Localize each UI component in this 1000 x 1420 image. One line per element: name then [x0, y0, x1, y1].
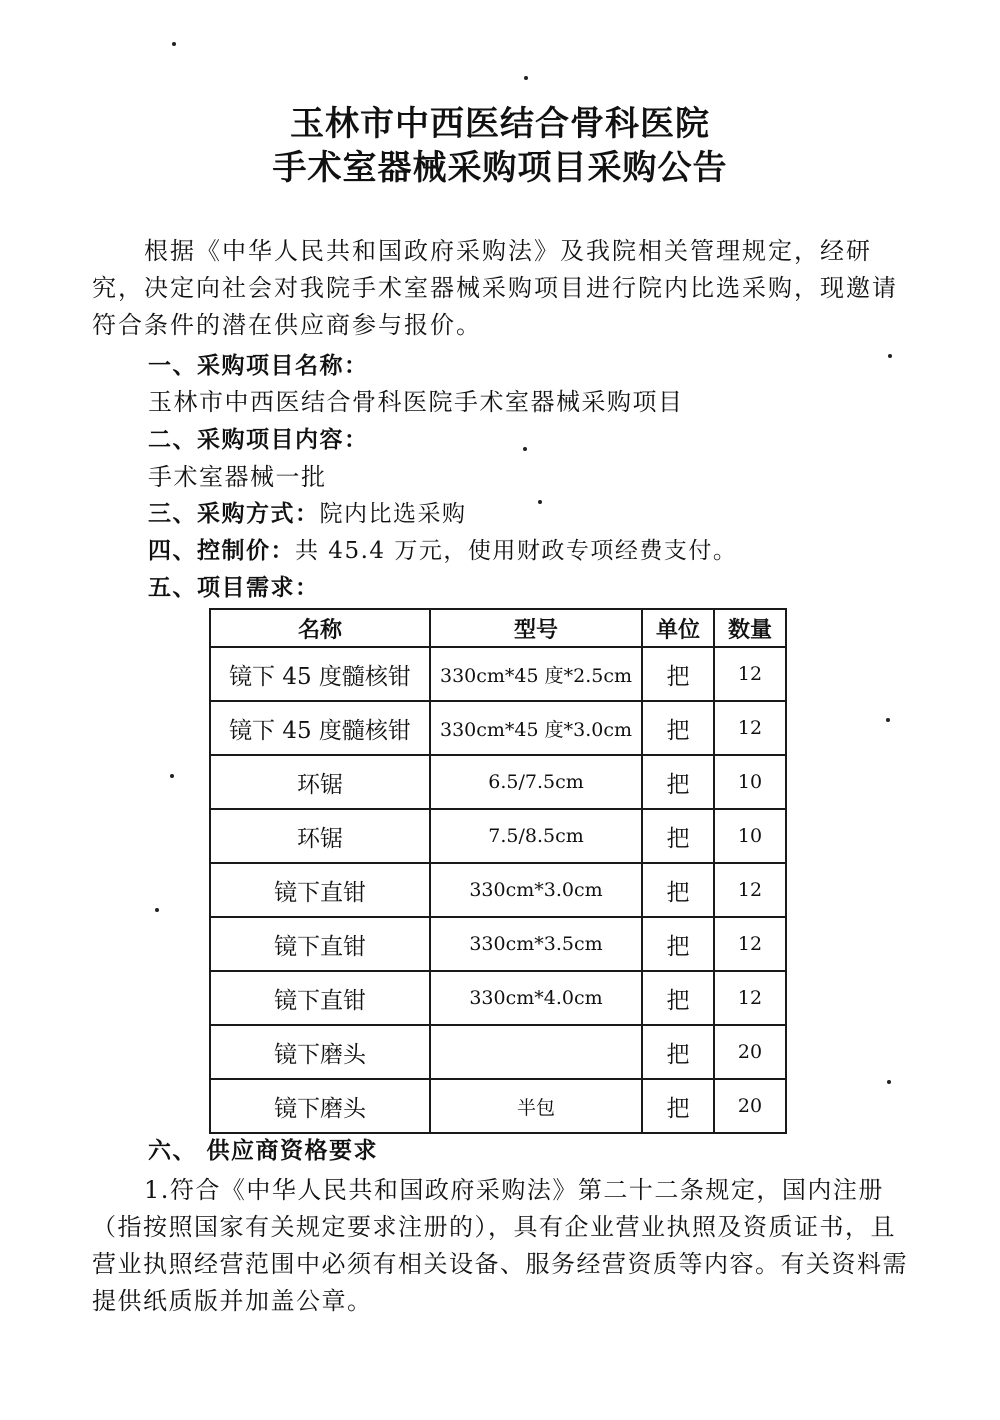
cell-name: 镜下磨头 [210, 1079, 430, 1133]
header-model: 型号 [430, 609, 642, 647]
scan-speck [887, 1080, 891, 1084]
section-6-item-1-text: 1.符合《中华人民共和国政府采购法》第二十二条规定，国内注册（指按照国家有关规定要求注册的），具有企业营业执照及资质证书，且营业执照经营范围中必须有相关设备、服务经营资质等内容。有关资料需提供纸质版并加盖公章。 [92, 1176, 908, 1315]
table-row [210, 863, 786, 917]
section-3 [148, 498, 467, 530]
cell-unit: 把 [642, 917, 714, 971]
cell-quantity: 20 [714, 1025, 786, 1079]
table-row [210, 1079, 786, 1133]
table-row [210, 701, 786, 755]
cell-quantity: 10 [714, 809, 786, 863]
cell-name: 镜下磨头 [210, 1025, 430, 1079]
table-row [210, 809, 786, 863]
cell-unit: 把 [642, 701, 714, 755]
table-row [210, 917, 786, 971]
table-row [210, 755, 786, 809]
section-4-heading: 四、控制价： [148, 538, 295, 564]
cell-model: 330cm*4.0cm [430, 971, 642, 1025]
section-2-heading: 二、采购项目内容： [148, 427, 369, 453]
cell-quantity: 12 [714, 863, 786, 917]
cell-name: 镜下 45 度髓核钳 [210, 647, 430, 701]
header-quantity: 数量 [714, 609, 786, 647]
cell-name: 镜下直钳 [210, 863, 430, 917]
scan-speck [523, 447, 527, 451]
scan-speck [524, 76, 528, 80]
scan-speck [888, 354, 892, 358]
cell-unit: 把 [642, 1025, 714, 1079]
document-title-line-1: 玉林市中西医结合骨科医院 [290, 104, 710, 144]
scan-speck [886, 718, 890, 722]
scan-speck [170, 774, 174, 778]
cell-unit: 把 [642, 755, 714, 809]
section-3-content: 院内比选采购 [319, 501, 467, 527]
header-unit: 单位 [642, 609, 714, 647]
scan-speck [538, 500, 542, 504]
table-row [210, 647, 786, 701]
cell-model: 330cm*45 度*2.5cm [430, 647, 642, 701]
section-2-content: 手术室器械一批 [148, 463, 327, 491]
section-4-content: 共 45.4 万元，使用财政专项经费支付。 [295, 538, 738, 564]
cell-model: 330cm*3.5cm [430, 917, 642, 971]
requirements-table [209, 608, 787, 1134]
section-5-heading: 五、项目需求： [148, 575, 320, 601]
section-1-heading: 一、采购项目名称： [148, 353, 369, 379]
scan-speck [172, 42, 176, 46]
cell-unit: 把 [642, 971, 714, 1025]
cell-unit: 把 [642, 809, 714, 863]
cell-unit: 把 [642, 1079, 714, 1133]
cell-model: 6.5/7.5cm [430, 755, 642, 809]
table-row [210, 971, 786, 1025]
table-row [210, 1025, 786, 1079]
cell-quantity: 12 [714, 917, 786, 971]
intro-text: 根据《中华人民共和国政府采购法》及我院相关管理规定，经研究，决定向社会对我院手术室器械采购项目进行院内比选采购，现邀请符合条件的潜在供应商参与报价。 [92, 237, 898, 339]
cell-quantity: 12 [714, 701, 786, 755]
header-name: 名称 [210, 609, 430, 647]
cell-name: 环锯 [210, 755, 430, 809]
section-6-item-1 [92, 1172, 912, 1320]
scan-speck [155, 908, 159, 912]
cell-name: 镜下 45 度髓核钳 [210, 701, 430, 755]
cell-model: 7.5/8.5cm [430, 809, 642, 863]
cell-unit: 把 [642, 863, 714, 917]
intro-paragraph [92, 233, 912, 344]
cell-model: 330cm*3.0cm [430, 863, 642, 917]
section-4 [148, 535, 737, 567]
cell-name: 镜下直钳 [210, 917, 430, 971]
cell-name: 镜下直钳 [210, 971, 430, 1025]
section-1-content: 玉林市中西医结合骨科医院手术室器械采购项目 [148, 388, 684, 416]
section-3-heading: 三、采购方式： [148, 501, 320, 527]
cell-name: 环锯 [210, 809, 430, 863]
document-title-line-2: 手术室器械采购项目采购公告 [272, 148, 728, 188]
cell-model [430, 1025, 642, 1079]
cell-quantity: 12 [714, 971, 786, 1025]
table-header-row [210, 609, 786, 647]
cell-unit: 把 [642, 647, 714, 701]
cell-quantity: 20 [714, 1079, 786, 1133]
cell-quantity: 10 [714, 755, 786, 809]
cell-model: 半包 [430, 1079, 642, 1133]
cell-model: 330cm*45 度*3.0cm [430, 701, 642, 755]
section-6-heading: 六、 供应商资格要求 [148, 1138, 379, 1164]
cell-quantity: 12 [714, 647, 786, 701]
